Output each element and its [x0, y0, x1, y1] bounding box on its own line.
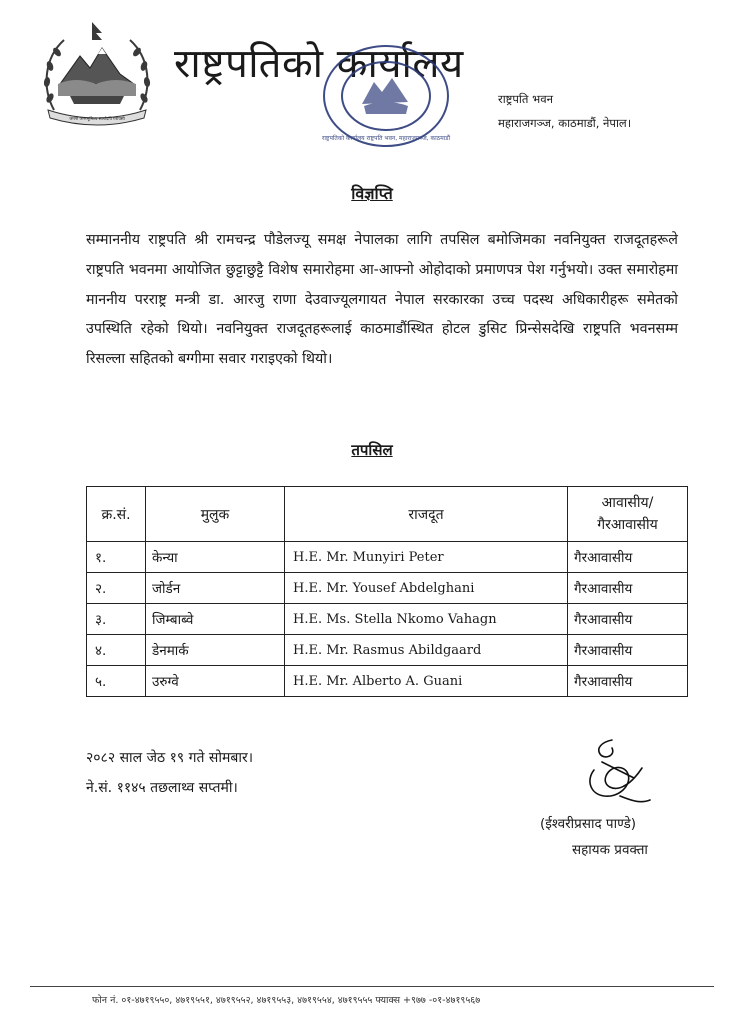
nepal-emblem-icon [36, 18, 158, 128]
header-residency [568, 487, 688, 542]
footer-divider [30, 986, 714, 987]
row-serial-number: १. [87, 542, 146, 573]
row-country: उरुग्वे [146, 666, 285, 697]
office-seal-icon [318, 40, 454, 152]
details-title: तपसिल [351, 441, 393, 459]
table-row [87, 635, 688, 666]
row-serial-number: ४. [87, 635, 146, 666]
header-serial-number: क्र.सं. [87, 487, 146, 542]
row-residency: गैरआवासीय [568, 542, 688, 573]
row-residency: गैरआवासीय [568, 635, 688, 666]
row-ambassador: H.E. Mr. Munyiri Peter [285, 542, 568, 573]
signature-icon [572, 734, 658, 814]
row-ambassador: H.E. Mr. Rasmus Abildgaard [285, 635, 568, 666]
header-residency-line-2: गैरआवासीय [597, 517, 658, 533]
notice-body: सम्माननीय राष्ट्रपति श्री रामचन्द्र पौडेलज्यू समक्ष नेपालका लागि तपसिल बमोजिमका नवनियुक्त राजदूतहरूले राष्ट्रपति भवनमा आयोजित छुट्टाछुट्टै विशेष समारोहमा आ-आफ्नो ओहोदाको प्रमाणपत्र पेश गर्नुभयो। उक्त समारोहमा माननीय परराष्ट्र मन्त्री डा. आरजु राणा देउवाज्यूलगायत नेपाल सरकारका उच्च पदस्थ अधिकारीहरू समेतको उपस्थिति रहेको थियो। नवनियुक्त राजदूतहरूलाई काठमाडौंस्थित होटल डुसिट प्रिन्सेसदेखि राष्ट्रपति भवनसम्म रिसल्ला सहितको बग्गीमा सवार गराइएको थियो। [86, 232, 678, 368]
row-serial-number: २. [87, 573, 146, 604]
signer-title: सहायक प्रवक्ता [572, 842, 648, 858]
address-line-2: महाराजगञ्ज, काठमाडौं, नेपाल। [498, 116, 632, 130]
table-row [87, 573, 688, 604]
footer-contact: फोन नं. ०१-४७१९५५०, ४७१९५५१, ४७१९५५२, ४७१९५५३, ४७१९५५४, ४७१९५५५ फ्याक्स +९७७ -०१-४७१९५६७ [92, 995, 481, 1006]
row-country: जोर्डन [146, 573, 285, 604]
date-nepal-sambat: ने.सं. ११४५ तछलाथ्व सप्तमी। [86, 780, 238, 796]
row-ambassador: H.E. Ms. Stella Nkomo Vahagn [285, 604, 568, 635]
row-country: डेनमार्क [146, 635, 285, 666]
ambassadors-table [86, 486, 688, 697]
header-residency-line-1: आवासीय/ [601, 495, 654, 511]
row-ambassador: H.E. Mr. Yousef Abdelghani [285, 573, 568, 604]
header-ambassador: राजदूत [285, 487, 568, 542]
date-bs: २०८२ साल जेठ १९ गते सोमबार। [86, 750, 254, 766]
row-serial-number: ३. [87, 604, 146, 635]
signer-name: (ईश्वरीप्रसाद पाण्डे) [540, 816, 636, 832]
row-residency: गैरआवासीय [568, 573, 688, 604]
row-country: जिम्बाब्वे [146, 604, 285, 635]
row-serial-number: ५. [87, 666, 146, 697]
seal-text: राष्ट्रपतिको कार्यालय राष्ट्रपति भवन, महाराजगञ्ज, काठमाडौं [321, 135, 451, 142]
office-title: राष्ट्रपतिको कार्यालय [174, 41, 464, 87]
notice-title: विज्ञप्ति [351, 184, 393, 203]
table-row [87, 604, 688, 635]
table-row [87, 666, 688, 697]
header-country: मुलुक [146, 487, 285, 542]
row-ambassador: H.E. Mr. Alberto A. Guani [285, 666, 568, 697]
row-country: केन्या [146, 542, 285, 573]
row-residency: गैरआवासीय [568, 604, 688, 635]
table-row [87, 542, 688, 573]
table-header-row [87, 487, 688, 542]
row-residency: गैरआवासीय [568, 666, 688, 697]
emblem-caption: जननी जन्मभूमिश्च स्वर्गादपि गरीयसी [69, 116, 125, 121]
address-line-1: राष्ट्रपति भवन [498, 92, 553, 106]
